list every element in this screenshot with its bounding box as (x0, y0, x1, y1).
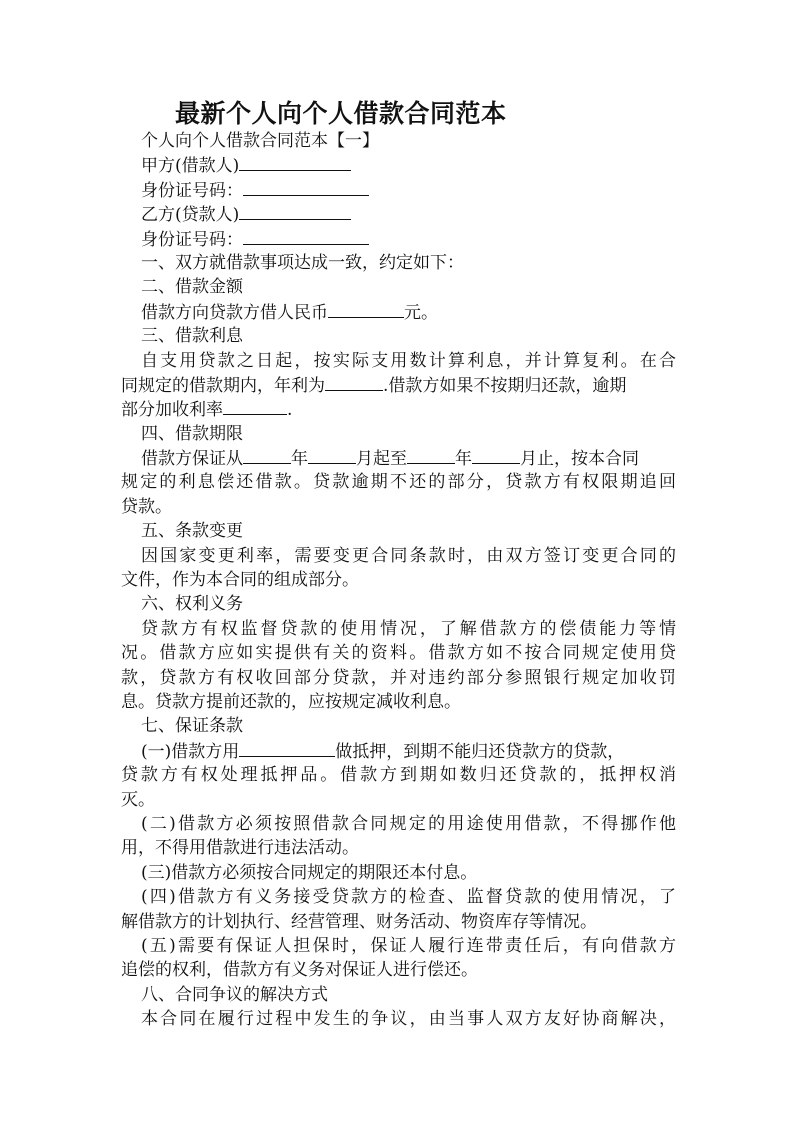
start-month-blank (308, 446, 356, 464)
party-b-blank (239, 202, 351, 220)
section-7-item-1-line-2: 贷款方有权处理抵押品。借款方到期如数归还贷款的，抵押权消 (121, 765, 676, 786)
subtitle: 个人向个人借款合同范本【一】 (141, 131, 379, 151)
id-number-line-1: 身份证号码： (121, 178, 676, 202)
section-7-heading: 七、保证条款 (141, 716, 243, 737)
section-7-item-5-line-2: 追偿的权利，借款方有义务对保证人进行偿还。 (121, 960, 478, 981)
section-6-line-4: 息。贷款方提前还款的，应按规定减收利息。 (121, 691, 461, 712)
rate-blank (325, 373, 383, 391)
id-number-line-2: 身份证号码： (121, 227, 676, 251)
section-4-line-2: 规定的利息偿还借款。贷款逾期不还的部分，贷款方有权限期追回 (121, 472, 676, 493)
section-2-heading: 二、借款金额 (141, 277, 243, 298)
amount-blank (328, 300, 404, 318)
section-6-line-1: 贷款方有权监督贷款的使用情况，了解借款方的偿债能力等情 (141, 618, 676, 639)
section-4-line-3: 贷款。 (121, 496, 172, 517)
section-5-line-2: 文件，作为本合同的组成部分。 (121, 570, 359, 591)
section-7-item-3: (三)借款方必须按合同规定的期限还本付息。 (141, 862, 478, 883)
end-year-blank (407, 446, 455, 464)
party-b-line: 乙方(贷款人) (121, 202, 676, 226)
section-8-heading: 八、合同争议的解决方式 (141, 984, 328, 1005)
section-7-item-1-line-1: (一)借款方用 做抵押，到期不能归还贷款方的贷款， (121, 739, 676, 763)
id-number-blank-1 (243, 178, 369, 196)
start-year-blank (243, 446, 291, 464)
document-title: 最新个人向个人借款合同范本 (175, 99, 507, 128)
section-7-item-1-line-3: 灭。 (121, 789, 155, 810)
section-5-heading: 五、条款变更 (141, 521, 243, 542)
section-7-item-4-line-2: 解借款方的计划执行、经营管理、财务活动、物资库存等情况。 (121, 911, 597, 932)
section-3-line-2: 同规定的借款期内，年利为 .借款方如果不按期归还款，逾期 (121, 373, 676, 397)
end-month-blank (472, 446, 520, 464)
party-a-blank (239, 153, 351, 171)
section-6-heading: 六、权利义务 (141, 594, 243, 615)
section-1: 一、双方就借款事项达成一致，约定如下： (141, 252, 464, 273)
section-8-line-1: 本合同在履行过程中发生的争议，由当事人双方友好协商解决， (141, 1009, 676, 1030)
section-2-text: 借款方向贷款方借人民币 元。 (121, 300, 676, 324)
section-5-line-1: 因国家变更利率，需要变更合同条款时，由双方签订变更合同的 (141, 545, 676, 566)
section-3-line-1: 自支用贷款之日起，按实际支用数计算利息，并计算复利。在合 (141, 350, 676, 371)
party-a-line: 甲方(借款人) (121, 153, 676, 177)
collateral-blank (239, 739, 335, 757)
section-6-line-2: 况。借款方应如实提供有关的资料。借款方如不按合同规定使用贷 (121, 643, 676, 664)
section-7-item-2-line-1: (二)借款方必须按照借款合同规定的用途使用借款，不得挪作他 (141, 813, 676, 834)
section-3-line-3: 部分加收利率 . (121, 397, 676, 421)
overdue-rate-blank (223, 397, 287, 415)
section-7-item-4-line-1: (四)借款方有义务接受贷款方的检查、监督贷款的使用情况，了 (141, 887, 676, 908)
section-7-item-2-line-2: 用，不得用借款进行违法活动。 (121, 838, 359, 859)
section-7-item-5-line-1: (五)需要有保证人担保时，保证人履行连带责任后，有向借款方 (141, 935, 676, 956)
section-4-heading: 四、借款期限 (141, 423, 243, 444)
document-body (121, 129, 676, 1031)
id-number-blank-2 (243, 227, 369, 245)
section-3-heading: 三、借款利息 (141, 326, 243, 347)
section-4-line-1: 借款方保证从 年 月起至 年 月止，按本合同 (121, 446, 676, 470)
section-6-line-3: 款，贷款方有权收回部分贷款，并对违约部分参照银行规定加收罚 (121, 667, 676, 688)
